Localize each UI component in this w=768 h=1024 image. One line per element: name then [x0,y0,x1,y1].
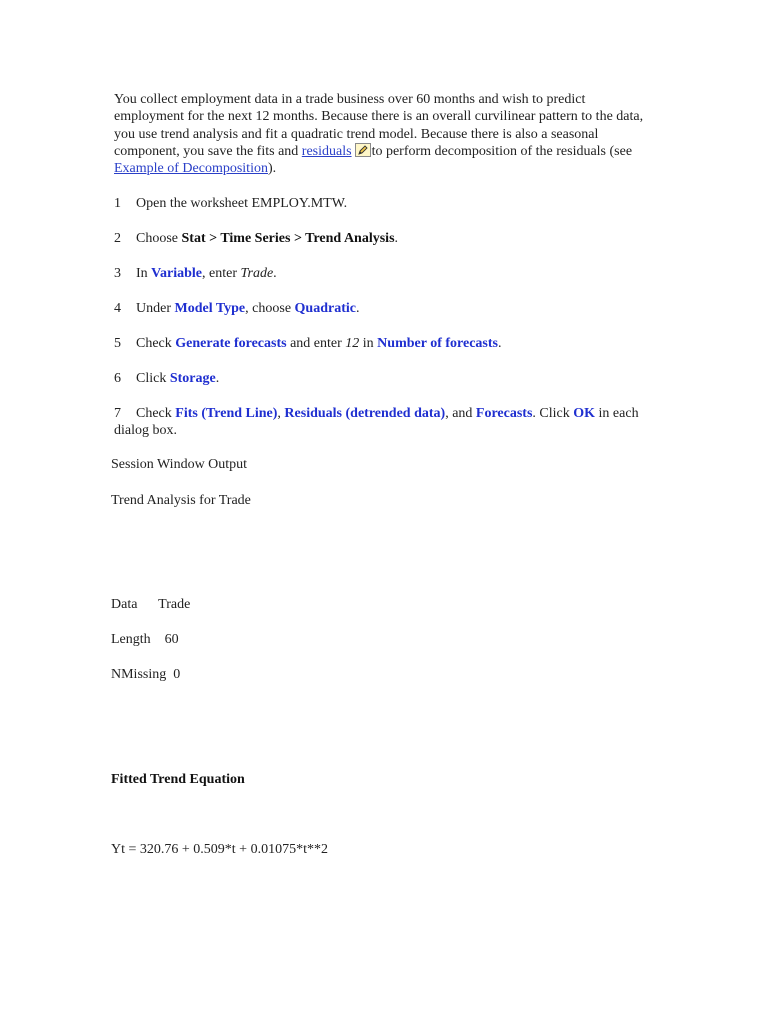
step-text: . [215,371,220,386]
intro-text: You collect employment data in a trade business over 60 months and wish to predict employment for the next 12 months. Because there is an overall curvilinear pattern to the data, you use trend analysis and fit a quadratic trend model. Because there is also a seasonal component, you save the fits and [114,92,644,159]
step-text: Check [136,406,176,421]
step-text: . [273,266,277,281]
example-of-decomposition-link[interactable]: Example of Decomposition [114,161,268,177]
step-italic: 12 [345,336,360,351]
intro-text-after-icon: to perform decomposition of the residuals (see [371,143,633,159]
step-text: , [277,406,285,421]
data-line: Data Trade [111,597,191,612]
step-text: . [394,231,399,246]
step-italic: Trade [240,266,274,281]
glossary-pencil-icon[interactable] [355,143,371,157]
step-7 [114,405,654,440]
ok-link[interactable]: OK [573,406,596,421]
step-1 [114,195,654,212]
residuals-detrended-link[interactable]: Residuals (detrended data) [284,406,446,421]
session-window-title: Session Window Output [111,457,248,472]
model-type-link[interactable]: Model Type [174,301,246,316]
step-text: and enter [286,336,346,351]
step-text: Under [136,301,175,316]
step-text: Check [136,336,176,351]
number-of-forecasts-link[interactable]: Number of forecasts [377,336,498,351]
trend-analysis-title: Trend Analysis for Trade [111,493,251,508]
step-text: , and [445,406,476,421]
step-2 [114,230,654,247]
nmissing-line: NMissing 0 [111,667,181,682]
intro-text-end: ). [267,161,277,177]
quadratic-link[interactable]: Quadratic [294,301,356,316]
step-3 [114,265,654,282]
step-5 [114,335,654,352]
forecasts-link[interactable]: Forecasts [475,406,533,421]
fits-trend-line-link[interactable]: Fits (Trend Line) [175,406,278,421]
step-text: . [497,336,502,351]
step-text: Open the worksheet EMPLOY.MTW. [136,196,348,211]
step-6 [114,370,654,387]
trend-equation: Yt = 320.76 + 0.509*t + 0.01075*t**2 [111,842,328,857]
step-number: 1 [114,196,121,211]
step-number: 7 [114,406,121,421]
step-text: . [356,301,360,316]
menu-path: Stat > Time Series > Trend Analysis [181,231,395,246]
step-text: , enter [202,266,241,281]
variable-link[interactable]: Variable [151,266,202,281]
step-text: . Click [532,406,574,421]
step-number: 5 [114,336,121,351]
step-text: Click [136,371,170,386]
step-text: , choose [245,301,295,316]
storage-link[interactable]: Storage [169,371,216,386]
step-text: in [359,336,378,351]
step-number: 4 [114,301,121,316]
step-text: Choose [136,231,182,246]
step-number: 3 [114,266,121,281]
intro-paragraph [114,91,654,177]
step-number: 2 [114,231,121,246]
length-line: Length 60 [111,632,179,647]
generate-forecasts-link[interactable]: Generate forecasts [175,336,287,351]
step-number: 6 [114,371,121,386]
step-text: in each dialog box. [114,406,639,439]
step-text: In [136,266,152,281]
step-4 [114,300,654,317]
residuals-link[interactable]: residuals [301,143,352,159]
fitted-trend-heading: Fitted Trend Equation [111,772,245,787]
